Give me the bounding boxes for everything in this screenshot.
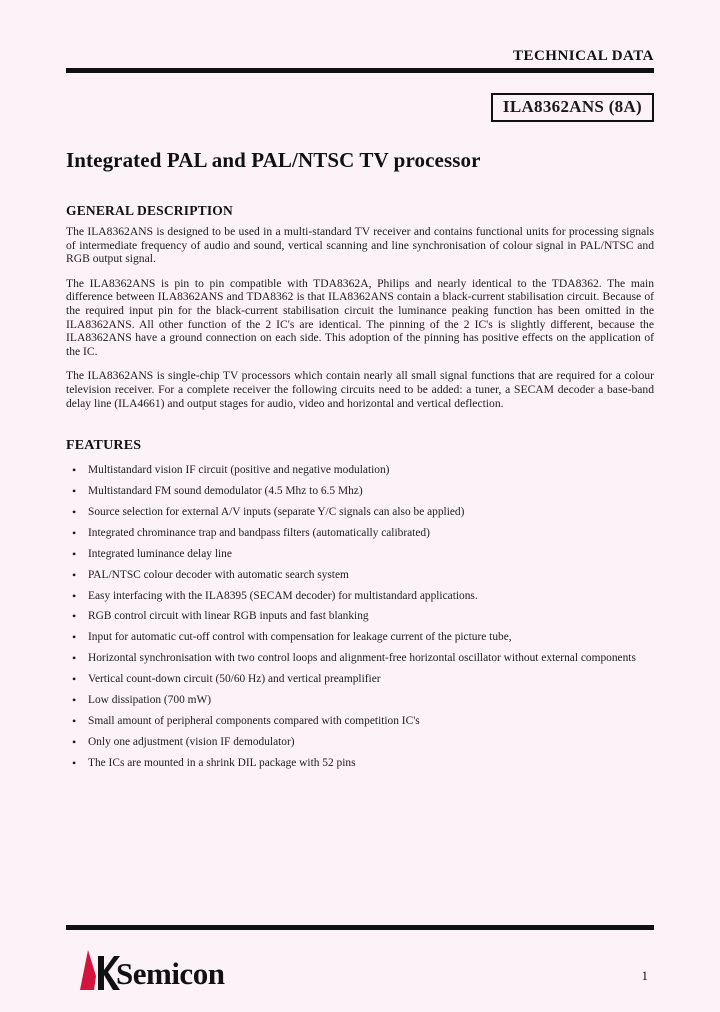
bullet-icon: • <box>72 484 77 499</box>
list-item <box>66 527 654 540</box>
page-number: 1 <box>641 968 648 983</box>
technical-data-header: TECHNICAL DATA <box>512 48 654 64</box>
bullet-icon: • <box>72 525 77 540</box>
part-number-badge: ILA8362ANS (8A) <box>491 93 654 122</box>
list-item-label: Multistandard vision IF circuit (positive and negative modulation) <box>88 464 390 477</box>
list-item <box>66 548 654 561</box>
page-footer <box>66 925 654 994</box>
ik-logo-icon <box>74 946 120 992</box>
list-item <box>66 736 654 749</box>
list-item <box>66 694 654 707</box>
bullet-icon: • <box>72 588 77 603</box>
list-item-label: Horizontal synchronisation with two control loops and alignment-free horizontal oscillator without external components <box>88 652 636 665</box>
company-name: Semicon <box>116 956 225 991</box>
general-description-paragraph-2: The ILA8362ANS is pin to pin compatible with TDA8362A, Philips and nearly identical to the TDA8362. The main difference between ILA8362ANS and TDA8362 is that ILA8362ANS contain a black-current stabilisation circuit. Because of the required input pin for the black-current stabilisation circuit the luminance peaking function has been omitted in the ILA8362ANS. All other function of the 2 IC's are identical. The pinning of the 2 IC's is slightly different, because the ILA8362ANS have a ground connection on each side. This adoption of the pinning has positive effects on the application of the IC. <box>66 276 654 358</box>
bullet-icon: • <box>72 463 77 478</box>
bullet-icon: • <box>72 504 77 519</box>
list-item-label: Multistandard FM sound demodulator (4.5 Mhz to 6.5 Mhz) <box>88 485 363 498</box>
features-heading: FEATURES <box>66 438 142 454</box>
list-item-label: Only one adjustment (vision IF demodulator) <box>88 735 295 748</box>
list-item-label: Low dissipation (700 mW) <box>88 694 212 707</box>
page-title: Integrated PAL and PAL/NTSC TV processor <box>66 148 481 172</box>
list-item <box>66 506 654 519</box>
list-item-label: Vertical count-down circuit (50/60 Hz) and vertical preamplifier <box>88 673 381 686</box>
company-logo <box>74 940 224 992</box>
bullet-icon: • <box>72 734 77 749</box>
list-item <box>66 590 654 603</box>
bullet-icon: • <box>72 651 77 666</box>
bullet-icon: • <box>72 609 77 624</box>
list-item-label: Integrated luminance delay line <box>88 547 232 560</box>
general-description-paragraph-1: The ILA8362ANS is designed to be used in a multi-standard TV receiver and contains functional units for processing signals of intermediate frequency of audio and sound, vertical scanning and line synchronisation of colour signal in PAL/NTSC and RGB output signal. <box>66 225 654 266</box>
list-item-label: Source selection for external A/V inputs (separate Y/C signals can also be applied) <box>88 505 465 518</box>
list-item <box>66 485 654 498</box>
list-item-label: RGB control circuit with linear RGB inputs and fast blanking <box>88 610 369 623</box>
list-item <box>66 652 654 665</box>
list-item-label: The ICs are mounted in a shrink DIL package with 52 pins <box>88 756 356 769</box>
list-item <box>66 715 654 728</box>
general-description-heading: GENERAL DESCRIPTION <box>66 203 233 218</box>
bullet-icon: • <box>72 693 77 708</box>
features-list <box>66 464 654 770</box>
bullet-icon: • <box>72 630 77 645</box>
list-item-label: Small amount of peripheral components compared with competition IC's <box>88 715 420 727</box>
bullet-icon: • <box>72 672 77 687</box>
list-item <box>66 569 654 582</box>
bullet-icon: • <box>72 567 77 582</box>
list-item <box>66 610 654 623</box>
list-item <box>66 464 654 477</box>
bullet-icon: • <box>72 714 77 728</box>
list-item-label: Easy interfacing with the ILA8395 (SECAM decoder) for multistandard applications. <box>88 589 478 602</box>
footer-divider-rule <box>66 925 654 930</box>
bullet-icon: • <box>72 546 77 561</box>
list-item-label: Integrated chrominance trap and bandpass filters (automatically calibrated) <box>88 526 430 539</box>
list-item <box>66 757 654 770</box>
bullet-icon: • <box>72 755 77 770</box>
footer-content <box>66 938 654 994</box>
header-divider-rule <box>66 68 654 73</box>
list-item <box>66 673 654 686</box>
list-item-label: PAL/NTSC colour decoder with automatic search system <box>88 568 349 581</box>
list-item <box>66 631 654 644</box>
general-description-paragraph-3: The ILA8362ANS is single-chip TV processors which contain nearly all small signal functions that are required for a colour television receiver. For a complete receiver the following circuits need to be added: a tuner, a SECAM decoder a base-band delay line (ILA4661) and output stages for audio, video and horizontal and vertical deflection. <box>66 369 654 410</box>
list-item-label: Input for automatic cut-off control with compensation for leakage current of the picture tube, <box>88 631 512 644</box>
part-number-row <box>66 93 654 122</box>
